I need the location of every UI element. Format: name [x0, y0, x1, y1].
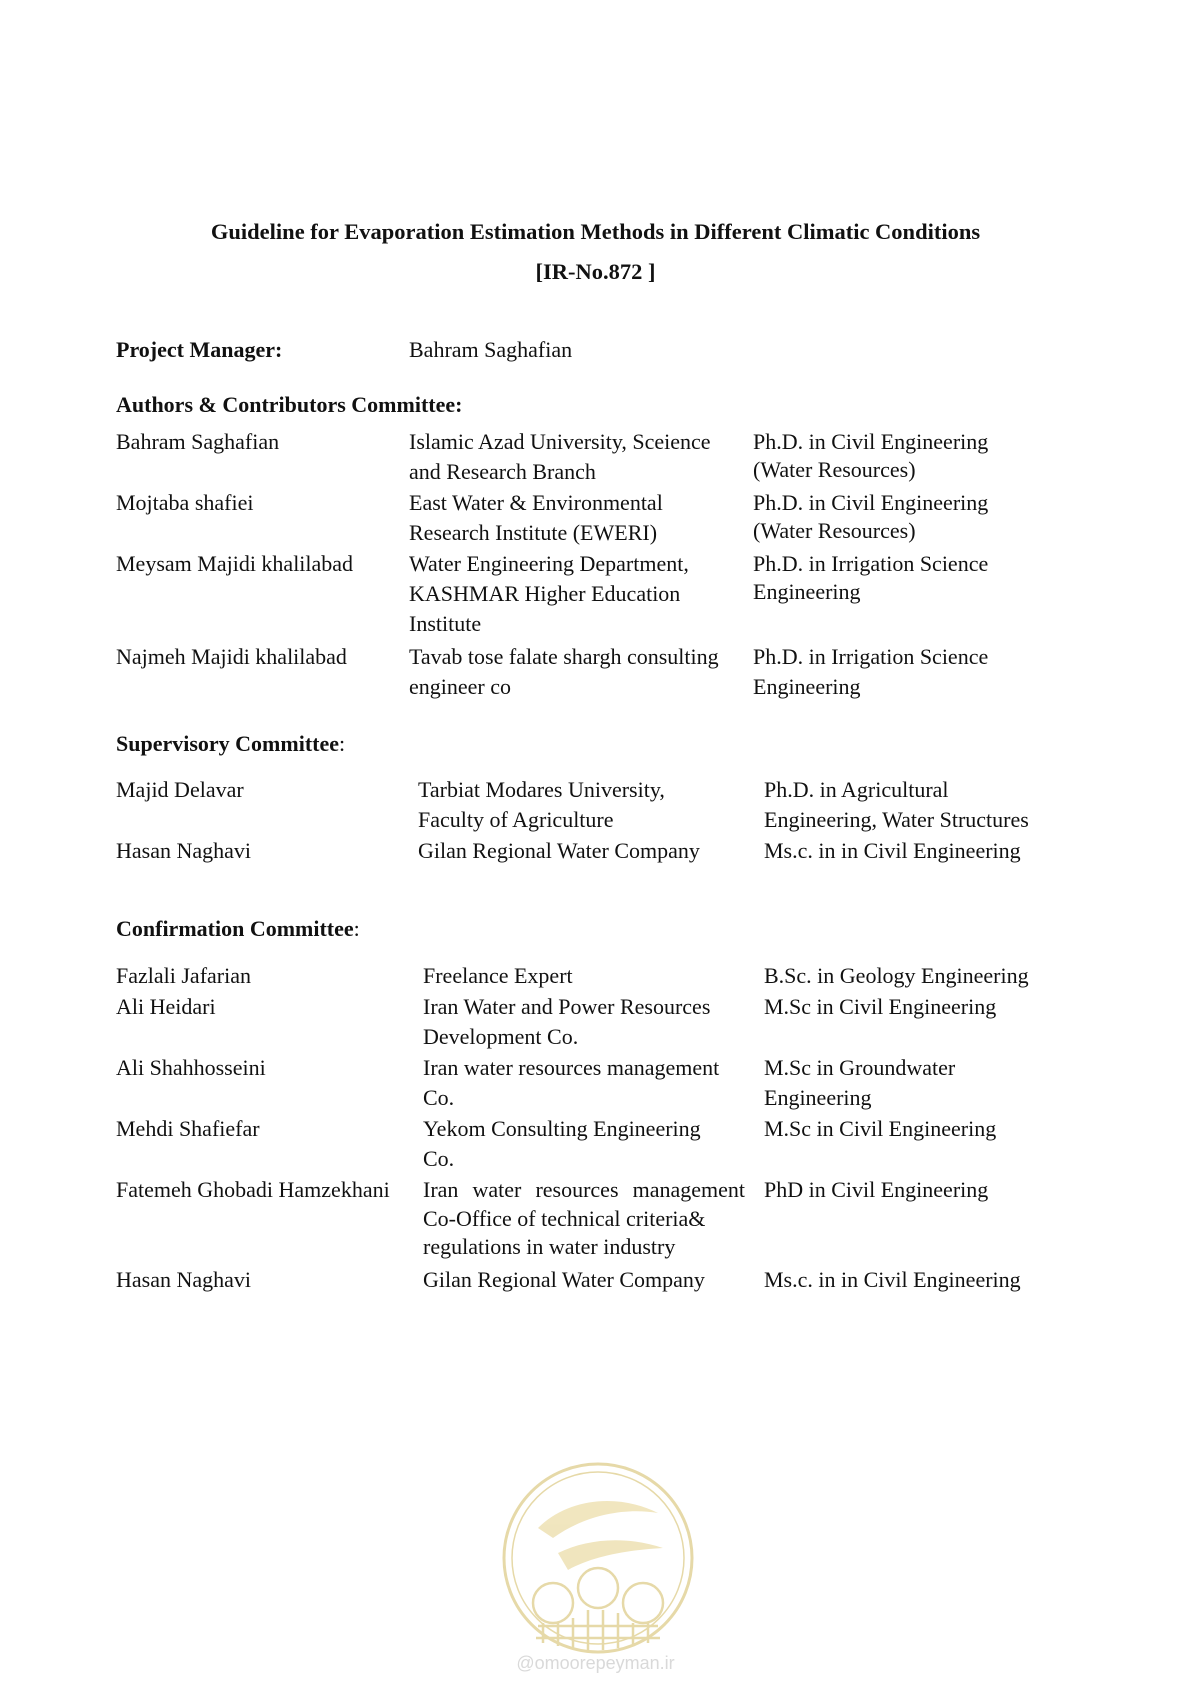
degree-line: M.Sc in Civil Engineering [764, 994, 997, 1019]
degree-line: Engineering [764, 1085, 872, 1110]
affiliation-line: East Water & Environmental [409, 490, 663, 515]
degree-line: Engineering [753, 674, 861, 699]
affiliation-line: Research Institute (EWERI) [409, 520, 658, 545]
degree-line: (Water Resources) [753, 457, 916, 482]
member-affiliation [409, 642, 739, 702]
member-affiliation [423, 1053, 753, 1113]
member-name: Majid Delavar [116, 777, 244, 802]
member-name: Mehdi Shafiefar [116, 1116, 260, 1141]
degree-line: Ms.c. in in Civil Engineering [764, 838, 1021, 863]
degree-line: Engineering [753, 579, 861, 604]
member-affiliation [418, 836, 748, 866]
project-manager-label: Project Manager: [116, 337, 283, 362]
affiliation-line: Tarbiat Modares University, [418, 777, 665, 802]
affiliation-line: Iran water resources management [423, 1177, 745, 1202]
degree-line: PhD in Civil Engineering [764, 1177, 989, 1202]
heading-colon: : [339, 731, 346, 756]
member-name: Fazlali Jafarian [116, 963, 251, 988]
member-name: Bahram Saghafian [116, 429, 280, 454]
member-affiliation [423, 1175, 753, 1261]
member-name: Fatemeh Ghobadi Hamzekhani [116, 1177, 390, 1202]
title-line-1: Guideline for Evaporation Estimation Methods in Different Climatic Conditions [210, 219, 981, 244]
member-affiliation [423, 961, 753, 991]
member-name: Ali Shahhosseini [116, 1055, 266, 1080]
authors-heading: Authors & Contributors Committee: [116, 392, 463, 417]
member-degree [764, 1114, 1064, 1144]
member-affiliation [418, 775, 748, 835]
confirmation-heading [116, 914, 360, 944]
affiliation-line: Freelance Expert [423, 963, 573, 988]
member-degree [764, 1053, 1064, 1113]
degree-line: Ph.D. in Civil Engineering [753, 429, 989, 454]
confirmation-heading-text: Confirmation Committee [116, 916, 354, 941]
degree-line: M.Sc in Civil Engineering [764, 1116, 997, 1141]
member-affiliation [423, 992, 753, 1052]
member-degree [753, 488, 1053, 543]
member-name: Hasan Naghavi [116, 1267, 252, 1292]
affiliation-line: Co. [423, 1085, 455, 1110]
title-line-2: [IR-No.872 ] [535, 259, 656, 284]
watermark-seal-icon [498, 1458, 698, 1658]
member-degree [764, 961, 1064, 991]
affiliation-line: Iran Water and Power Resources [423, 994, 711, 1019]
degree-line: (Water Resources) [753, 518, 916, 543]
affiliation-line: Development Co. [423, 1024, 579, 1049]
supervisory-heading-text: Supervisory Committee [116, 731, 340, 756]
member-name: Meysam Majidi khalilabad [116, 551, 354, 576]
member-affiliation [423, 1114, 753, 1174]
member-affiliation [423, 1265, 753, 1295]
affiliation-line: regulations in water industry [423, 1234, 676, 1259]
affiliation-line: engineer co [409, 674, 511, 699]
degree-line: M.Sc in Groundwater [764, 1055, 956, 1080]
affiliation-line: Gilan Regional Water Company [418, 838, 700, 863]
member-name: Ali Heidari [116, 994, 216, 1019]
affiliation-line: Co. [423, 1146, 455, 1171]
member-degree [764, 1265, 1064, 1295]
degree-line: Engineering, Water Structures [764, 807, 1029, 832]
member-affiliation [409, 488, 739, 548]
degree-line: Ms.c. in in Civil Engineering [764, 1267, 1021, 1292]
affiliation-line: Gilan Regional Water Company [423, 1267, 705, 1292]
member-degree [764, 775, 1064, 835]
project-manager-name: Bahram Saghafian [409, 337, 573, 362]
document-title [0, 212, 1191, 292]
member-degree [753, 427, 1053, 482]
member-name: Najmeh Majidi khalilabad [116, 644, 347, 669]
degree-line: Ph.D. in Civil Engineering [753, 490, 989, 515]
affiliation-line: and Research Branch [409, 459, 596, 484]
member-name: Hasan Naghavi [116, 838, 252, 863]
degree-line: Ph.D. in Irrigation Science [753, 644, 989, 669]
member-degree [753, 642, 1053, 702]
affiliation-line: Yekom Consulting Engineering [423, 1116, 701, 1141]
affiliation-line: KASHMAR Higher Education [409, 581, 681, 606]
affiliation-line: Faculty of Agriculture [418, 807, 614, 832]
member-degree [764, 1175, 1064, 1205]
affiliation-line: Water Engineering Department, [409, 551, 689, 576]
affiliation-line: Co-Office of technical criteria& [423, 1206, 706, 1231]
degree-line: Ph.D. in Irrigation Science [753, 551, 989, 576]
supervisory-heading [116, 729, 345, 759]
heading-colon: : [353, 916, 360, 941]
affiliation-line: Islamic Azad University, Sceience [409, 429, 711, 454]
member-degree [753, 549, 1053, 604]
degree-line: B.Sc. in Geology Engineering [764, 963, 1029, 988]
affiliation-line: Tavab tose falate shargh consulting [409, 644, 719, 669]
degree-line: Ph.D. in Agricultural [764, 777, 949, 802]
member-name: Mojtaba shafiei [116, 490, 254, 515]
affiliation-line: Institute [409, 611, 482, 636]
member-affiliation [409, 427, 739, 487]
watermark-url: @omoorepeyman.ir [516, 1653, 675, 1673]
member-degree [764, 992, 1064, 1022]
affiliation-line: Iran water resources management [423, 1055, 720, 1080]
member-affiliation [409, 549, 739, 639]
member-degree [764, 836, 1064, 866]
